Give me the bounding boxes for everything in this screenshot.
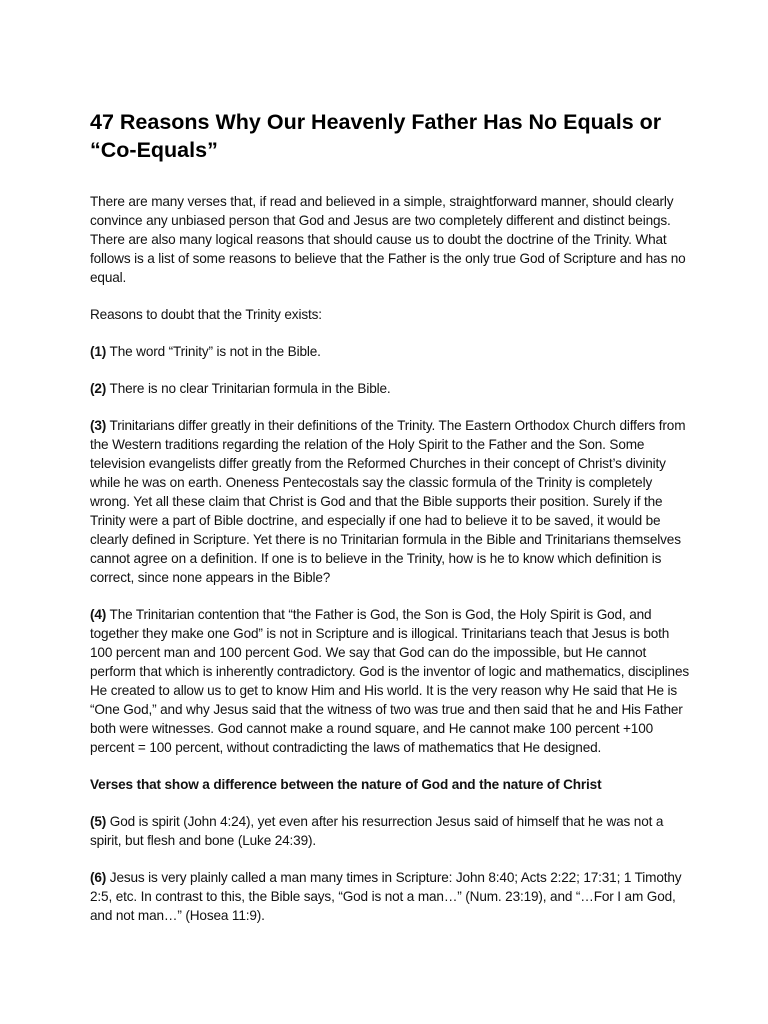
reason-number: (5)	[90, 814, 107, 829]
section-heading-nature: Verses that show a difference between the nature of God and the nature of Christ	[90, 777, 602, 792]
reason-5	[90, 812, 690, 850]
reason-3	[90, 416, 690, 587]
reason-number: (6)	[90, 870, 107, 885]
reason-text: There is no clear Trinitarian formula in the Bible.	[106, 381, 391, 396]
reason-number: (1)	[90, 344, 107, 359]
reason-number: (3)	[90, 418, 107, 433]
reason-4	[90, 605, 690, 757]
section-heading-doubt: Reasons to doubt that the Trinity exists:	[90, 307, 322, 322]
reason-number: (4)	[90, 607, 107, 622]
intro-paragraph: There are many verses that, if read and believed in a simple, straightforward manner, should clearly convince any unbiased person that God and Jesus are two completely different and distinct beings. There are also many logical reasons that should cause us to doubt the doctrine of the Trinity. What follows is a list of some reasons to believe that the Father is the only true God of Scripture and has no equal.	[90, 194, 686, 285]
reason-text: God is spirit (John 4:24), yet even after his resurrection Jesus said of himself that he was not a spirit, but flesh and bone (Luke 24:39).	[90, 814, 664, 848]
document-title: 47 Reasons Why Our Heavenly Father Has No Equals or “Co-Equals”	[90, 110, 662, 162]
reason-text: The word “Trinity” is not in the Bible.	[106, 344, 321, 359]
reason-1	[90, 342, 690, 361]
document-page	[90, 108, 690, 943]
reason-6	[90, 868, 690, 925]
reason-text: Jesus is very plainly called a man many times in Scripture: John 8:40; Acts 2:22; 17:31; 1 Timothy 2:5, etc. In contrast to this, the Bible says, “God is not a man…” (Num. 23:19), and “…For I am God, and not man…” (Hosea 11:9).	[90, 870, 682, 923]
reason-text: Trinitarians differ greatly in their definitions of the Trinity. The Eastern Orthodox Church differs from the Western traditions regarding the relation of the Holy Spirit to the Father and the Son. Some television evangelists differ greatly from the Reformed Churches in their concept of Christ’s divinity while he was on earth. Oneness Pentecostals say the classic formula of the Trinity is completely wrong. Yet all these claim that Christ is God and that the Bible supports their position. Surely if the Trinity were a part of Bible doctrine, and especially if one had to believe it to be saved, it would be clearly defined in Scripture. Yet there is no Trinitarian formula in the Bible and Trinitarians themselves cannot agree on a definition. If one is to believe in the Trinity, how is he to know which definition is correct, since none appears in the Bible?	[90, 418, 686, 585]
reason-2	[90, 379, 690, 398]
reason-number: (2)	[90, 381, 107, 396]
reason-text: The Trinitarian contention that “the Father is God, the Son is God, the Holy Spirit is God, and together they make one God” is not in Scripture and is illogical. Trinitarians teach that Jesus is both 100 percent man and 100 percent God. We say that God can do the impossible, but He cannot perform that which is inherently contradictory. God is the inventor of logic and mathematics, disciplines He created to allow us to get to know Him and His world. It is the very reason why He said that He is “One God,” and why Jesus said that the witness of two was true and then said that he and His Father both were witnesses. God cannot make a round square, and He cannot make 100 percent +100 percent = 100 percent, without contradicting the laws of mathematics that He designed.	[90, 607, 690, 755]
